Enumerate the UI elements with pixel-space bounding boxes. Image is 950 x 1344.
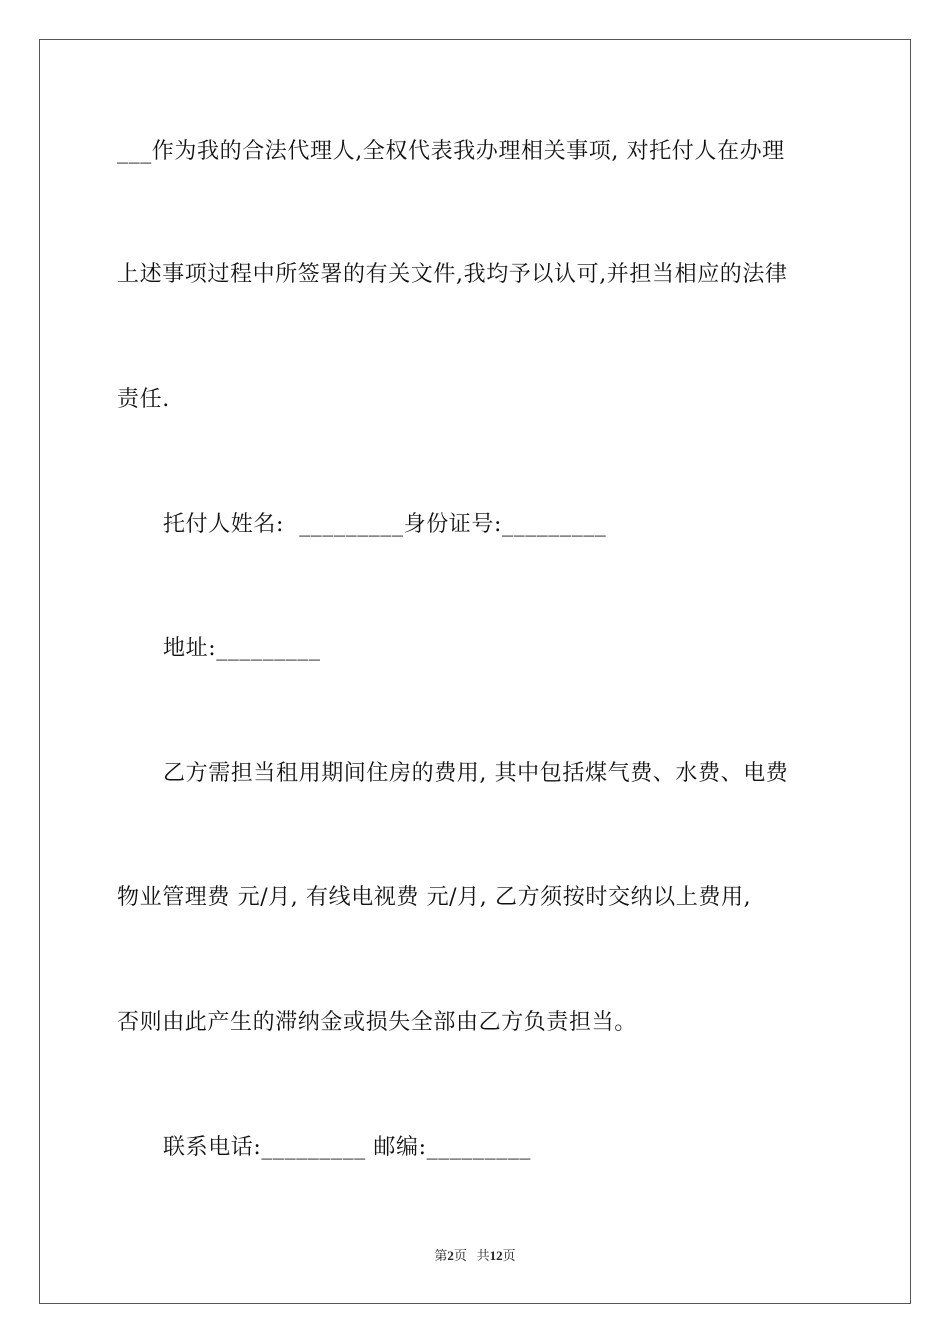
page-footer <box>0 1247 950 1265</box>
footer-total-suffix: 页 <box>502 1248 516 1263</box>
expense-paragraph-line-3: 否则由此产生的滞纳金或损失全部由乙方负责担当。 <box>117 1010 637 1035</box>
expense-paragraph-line-1: 乙方需担当租用期间住房的费用, 其中包括煤气费、水费、电费 <box>163 761 789 786</box>
expense-paragraph-line-2: 物业管理费 元/月, 有线电视费 元/月, 乙方须按时交纳以上费用, <box>117 885 752 910</box>
footer-page-number: 2 <box>447 1248 454 1263</box>
principal-name-id-line: 托付人姓名: _________身份证号:_________ <box>163 512 607 537</box>
footer-page-suffix: 页 <box>453 1248 467 1263</box>
contact-phone-zip-line: 联系电话:_________ 邮编:_________ <box>163 1135 532 1160</box>
paragraph-line-3: 责任. <box>117 387 170 412</box>
footer-total-prefix: 共 <box>476 1248 490 1263</box>
paragraph-line-1: ___作为我的合法代理人,全权代表我办理相关事项, 对托付人在办理 <box>117 139 785 164</box>
address-line: 地址:_________ <box>163 636 321 661</box>
footer-page-prefix: 第 <box>434 1248 448 1263</box>
paragraph-line-2: 上述事项过程中所签署的有关文件,我均予以认可,并担当相应的法律 <box>117 262 788 287</box>
page-border <box>39 39 911 1304</box>
footer-total-pages: 12 <box>489 1248 503 1263</box>
